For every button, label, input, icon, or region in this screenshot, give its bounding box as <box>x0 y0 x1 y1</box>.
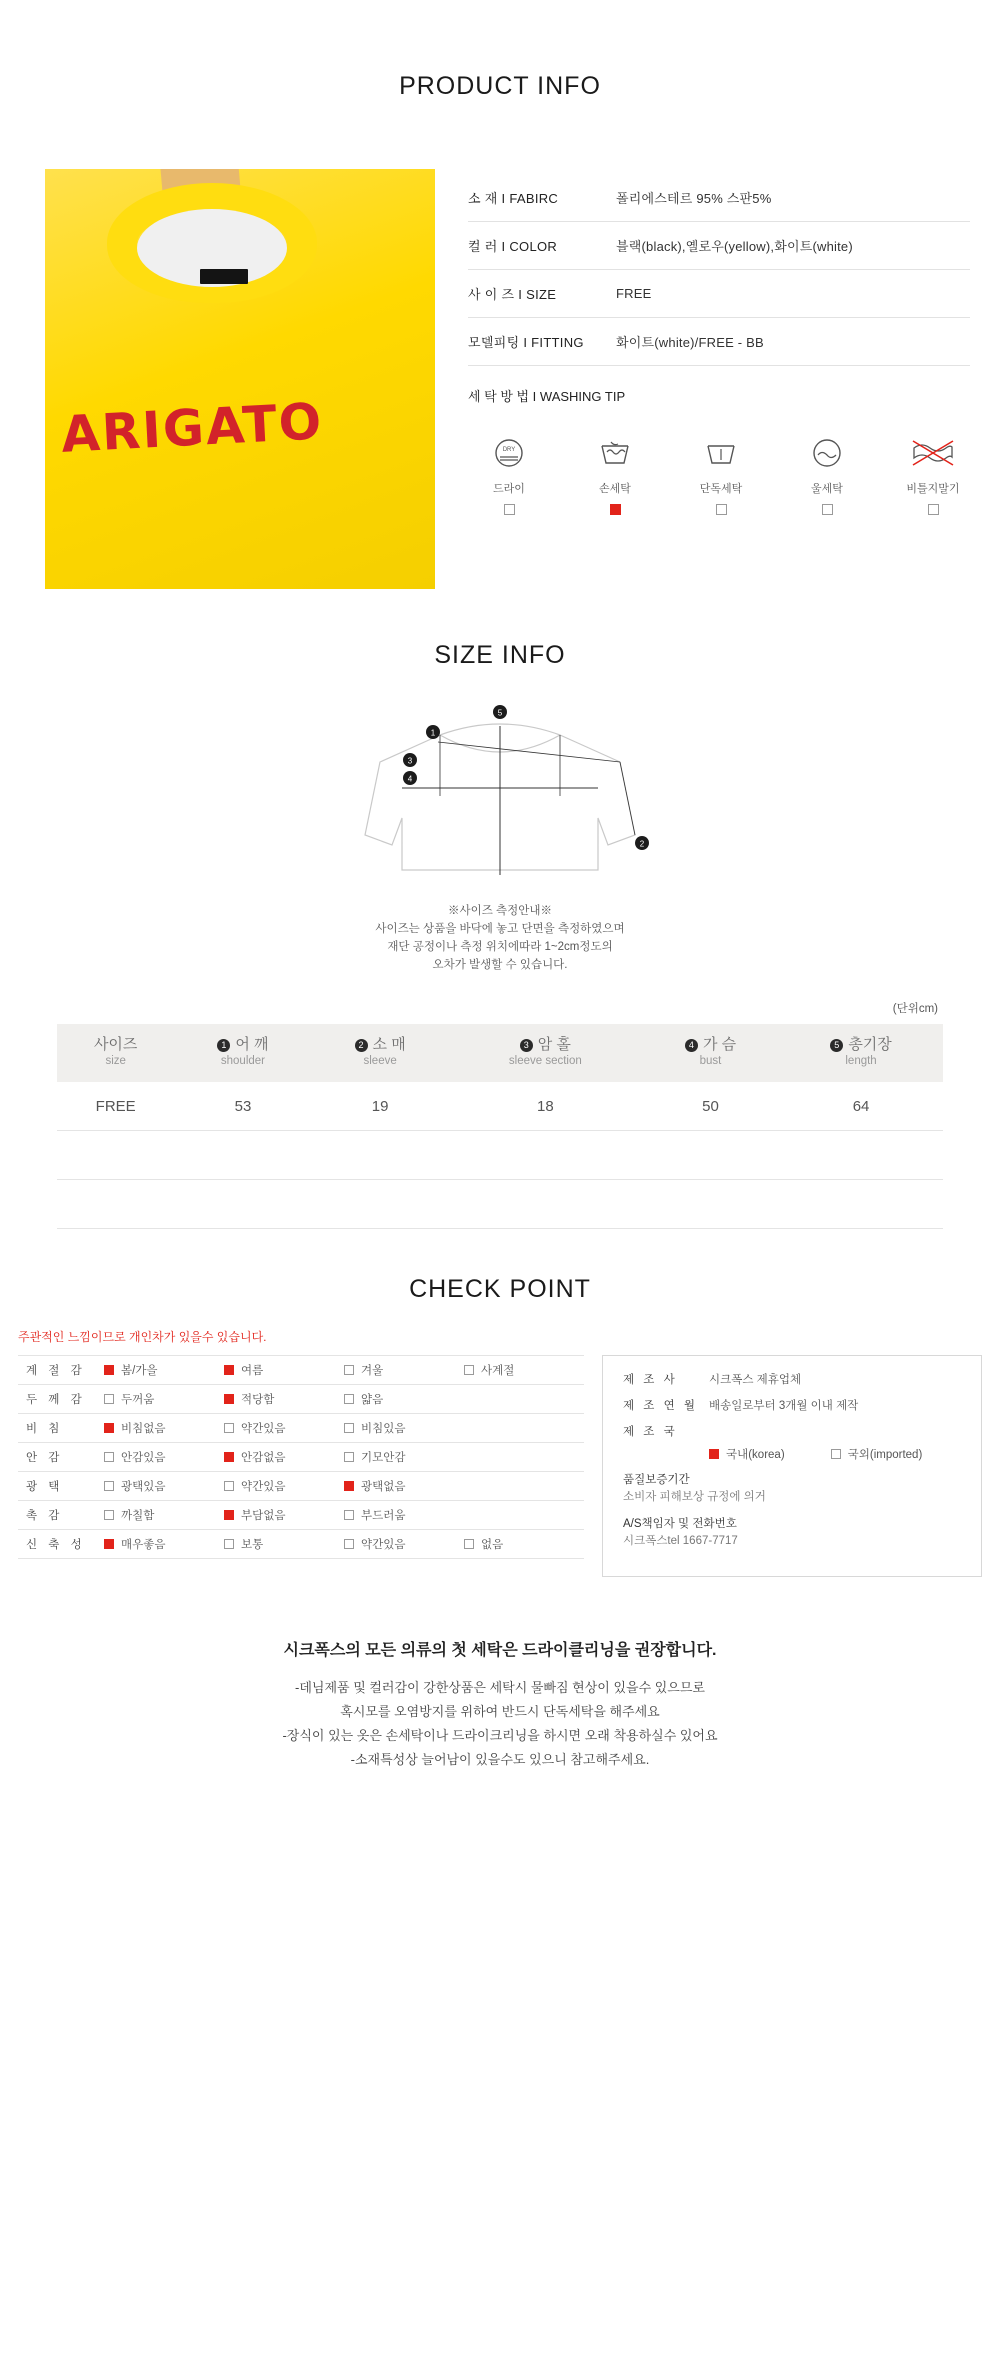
info-label: 제 조 연 월 <box>623 1400 699 1412</box>
size-measure-note <box>0 902 1000 974</box>
checkbox <box>344 1423 354 1433</box>
spec-value: 폴리에스테르 95% 스판5% <box>616 191 772 206</box>
option-label: 국내(korea) <box>726 1449 785 1461</box>
checkbox <box>344 1365 354 1375</box>
footer-notice <box>0 1637 1000 1842</box>
header-main-text: 총기장 <box>848 1036 892 1053</box>
checkbox <box>224 1394 234 1404</box>
svg-text:1: 1 <box>430 728 436 738</box>
size-table-header-row <box>57 1024 943 1082</box>
checkbox <box>224 1510 234 1520</box>
spec-label: 모델피팅 I FITTING <box>468 335 584 350</box>
checkbox <box>104 1539 114 1549</box>
checkbox <box>344 1539 354 1549</box>
option-label: 약간있음 <box>241 1481 286 1493</box>
header-main-text: 암 홀 <box>537 1036 571 1053</box>
checkbox <box>344 1452 354 1462</box>
header-main <box>780 1036 942 1053</box>
bullet-marker: 4 <box>685 1039 698 1052</box>
checkbox <box>224 1539 234 1549</box>
option <box>344 1507 464 1523</box>
option-label: 광택없음 <box>361 1481 406 1493</box>
option-label: 얇음 <box>361 1394 384 1406</box>
row-label: 비 침 <box>26 1423 64 1435</box>
info-row <box>623 1372 961 1388</box>
option-label: 약간있음 <box>361 1539 406 1551</box>
spec-label: 소 재 I FABIRC <box>468 191 559 206</box>
header-sub: shoulder <box>220 1055 266 1067</box>
row-options <box>104 1362 584 1378</box>
option <box>464 1478 584 1494</box>
size-measure-diagram <box>290 700 710 880</box>
option <box>464 1362 584 1378</box>
option-label: 겨울 <box>361 1365 384 1377</box>
row-options <box>104 1478 584 1494</box>
option <box>104 1478 224 1494</box>
bullet-marker: 3 <box>520 1039 533 1052</box>
spec-row <box>468 222 970 270</box>
washing-checkbox <box>822 504 833 515</box>
header-main <box>175 1036 310 1053</box>
washing-item <box>896 432 970 515</box>
row-label: 안 감 <box>26 1452 64 1464</box>
spec-row <box>468 318 970 366</box>
option-label: 비침없음 <box>121 1423 166 1435</box>
size-table-header-cell <box>312 1024 449 1082</box>
washing-caption: 비틀지말기 <box>906 483 960 495</box>
spec-value: 블랙(black),옐로우(yellow),화이트(white) <box>616 239 853 254</box>
washing-item <box>684 432 758 515</box>
option <box>104 1536 224 1552</box>
checkbox <box>344 1510 354 1520</box>
checkbox <box>104 1423 114 1433</box>
row-options <box>104 1536 584 1552</box>
check-point-row <box>18 1472 584 1501</box>
footer-line: 혹시모를 오염방지를 위하여 반드시 단독세탁을 해주세요 <box>340 1704 660 1719</box>
check-point-row <box>18 1530 584 1559</box>
size-table-header-cell <box>779 1024 943 1082</box>
check-point-row <box>18 1501 584 1530</box>
origin-options <box>623 1446 961 1462</box>
separate-wash-icon <box>684 432 758 474</box>
size-cell: 18 <box>449 1082 642 1131</box>
washing-caption: 손세탁 <box>599 483 631 495</box>
header-main-text: 가 슴 <box>702 1036 737 1053</box>
checkbox <box>104 1394 114 1404</box>
option-label: 비침있음 <box>361 1423 406 1435</box>
option-label: 사계절 <box>481 1365 515 1377</box>
spec-value: 화이트(white)/FREE - BB <box>616 335 764 350</box>
footer-line: -데님제품 및 컬러감이 강한상품은 세탁시 물빠짐 현상이 있을수 있으므로 <box>295 1680 705 1695</box>
footer-title: 시크폭스의 모든 의류의 첫 세탁은 드라이클리닝을 권장합니다. <box>283 1642 717 1659</box>
info-row <box>623 1398 961 1414</box>
option-label: 없음 <box>481 1539 504 1551</box>
washing-checkbox <box>504 504 515 515</box>
header-main <box>643 1036 778 1053</box>
as-title: A/S책임자 및 전화번호 <box>623 1518 737 1530</box>
row-label: 촉 감 <box>26 1510 64 1522</box>
header-sub: sleeve <box>363 1055 397 1067</box>
check-point-row <box>18 1355 584 1385</box>
info-label: 제 조 국 <box>623 1426 678 1438</box>
size-unit-label: (단위cm) <box>892 1003 938 1015</box>
header-sub: bust <box>699 1055 722 1067</box>
checkbox <box>104 1481 114 1491</box>
washing-checkbox <box>610 504 621 515</box>
header-main-text: 소 매 <box>372 1036 406 1053</box>
size-cell: 19 <box>312 1082 449 1131</box>
option-label: 보통 <box>241 1539 264 1551</box>
option <box>464 1536 584 1552</box>
spec-table <box>468 174 970 515</box>
row-options <box>104 1507 584 1523</box>
table-row <box>57 1180 943 1229</box>
header-sub: sleeve section <box>508 1055 582 1067</box>
option <box>224 1420 344 1436</box>
option-label: 까칠함 <box>121 1510 155 1522</box>
washing-checkbox <box>716 504 727 515</box>
checkbox <box>224 1452 234 1462</box>
row-options <box>104 1420 584 1436</box>
washing-tip-title: 세 탁 방 법 I WASHING TIP <box>468 388 626 404</box>
option-label: 두꺼움 <box>121 1394 155 1406</box>
print-text: ARIGATO <box>59 392 325 464</box>
size-table-header-cell <box>642 1024 779 1082</box>
check-point-row <box>18 1385 584 1414</box>
option-label: 부담없음 <box>241 1510 286 1522</box>
option <box>224 1391 344 1407</box>
spec-label: 컬 러 I COLOR <box>468 239 558 254</box>
check-point-title: CHECK POINT <box>409 1275 591 1303</box>
option-label: 국외(imported) <box>847 1449 923 1461</box>
checkbox <box>344 1481 354 1491</box>
header-sub: length <box>845 1055 877 1067</box>
option <box>104 1362 224 1378</box>
option <box>224 1362 344 1378</box>
product-info-title: PRODUCT INFO <box>399 72 601 100</box>
washing-item <box>472 432 546 515</box>
product-info-section <box>0 169 1000 589</box>
washing-icon-list <box>468 432 970 515</box>
row-options <box>104 1391 584 1407</box>
full-wash-icon <box>790 432 864 474</box>
size-note-line: 재단 공정이나 측정 위치에따라 1~2cm정도의 <box>387 941 613 953</box>
svg-text:3: 3 <box>407 756 413 766</box>
bullet-marker: 2 <box>355 1039 368 1052</box>
spec-row <box>468 174 970 222</box>
checkbox <box>104 1452 114 1462</box>
checkbox <box>104 1365 114 1375</box>
size-table-header-cell <box>449 1024 642 1082</box>
option-label: 부드러움 <box>361 1510 406 1522</box>
option-label: 봄/가을 <box>121 1365 158 1377</box>
row-options <box>104 1449 584 1465</box>
option <box>104 1449 224 1465</box>
checkbox <box>104 1510 114 1520</box>
check-point-row <box>18 1443 584 1472</box>
info-label: 제 조 사 <box>623 1374 678 1386</box>
row-label: 계 절 감 <box>26 1365 86 1377</box>
option <box>224 1449 344 1465</box>
checkbox <box>464 1365 474 1375</box>
option <box>224 1507 344 1523</box>
spec-row <box>468 270 970 318</box>
as-desc: 시크폭스tel 1667-7717 <box>623 1535 738 1547</box>
option-label: 여름 <box>241 1365 264 1377</box>
checkbox <box>709 1449 719 1459</box>
option <box>464 1449 584 1465</box>
size-cell: 50 <box>642 1082 779 1131</box>
hand-wash-icon <box>578 432 652 474</box>
checkbox <box>831 1449 841 1459</box>
option-label: 광택있음 <box>121 1481 166 1493</box>
check-point-section <box>0 1355 1000 1577</box>
option <box>104 1420 224 1436</box>
header-main-text: 어 깨 <box>235 1036 269 1053</box>
washing-caption: 울세탁 <box>811 483 843 495</box>
size-info-title: SIZE INFO <box>434 641 566 669</box>
bullet-marker: 5 <box>830 1039 843 1052</box>
washing-caption: 단독세탁 <box>699 483 743 495</box>
size-table-header-cell <box>57 1024 174 1082</box>
size-cell: FREE <box>57 1082 174 1131</box>
footer-line: -소재특성상 늘어남이 있을수도 있으니 참고해주세요. <box>350 1752 650 1767</box>
table-row <box>57 1082 943 1131</box>
option-label: 기모안감 <box>361 1452 406 1464</box>
svg-text:2: 2 <box>639 839 645 849</box>
header-sub: size <box>105 1055 126 1067</box>
size-cell: 64 <box>779 1082 943 1131</box>
size-note-line: 오차가 발생할 수 있습니다. <box>432 959 568 971</box>
manufacturer-info-box <box>602 1355 982 1577</box>
no-wring-icon <box>896 432 970 474</box>
option <box>104 1391 224 1407</box>
option-label: 적당함 <box>241 1394 275 1406</box>
option <box>344 1362 464 1378</box>
option <box>224 1478 344 1494</box>
option <box>464 1507 584 1523</box>
option <box>464 1420 584 1436</box>
checkbox <box>224 1365 234 1375</box>
svg-text:4: 4 <box>407 774 413 784</box>
option <box>709 1446 785 1462</box>
checkbox <box>344 1394 354 1404</box>
checkbox <box>464 1539 474 1549</box>
size-cell: 53 <box>174 1082 311 1131</box>
size-note-line: ※사이즈 측정안내※ <box>448 905 552 917</box>
footer-line: -장식이 있는 옷은 손세탁이나 드라이크리닝을 하시면 오래 착용하실수 있어요 <box>282 1728 718 1743</box>
info-row <box>623 1424 961 1440</box>
washing-item <box>790 432 864 515</box>
svg-text:5: 5 <box>497 708 503 718</box>
as-block <box>623 1516 961 1550</box>
option-label: 약간있음 <box>241 1423 286 1435</box>
warranty-desc: 소비자 피해보상 규정에 의거 <box>623 1491 766 1503</box>
header-main: 사이즈 <box>93 1036 138 1053</box>
check-point-row <box>18 1414 584 1443</box>
option-label: 안감있음 <box>121 1452 166 1464</box>
size-table-header-cell <box>174 1024 311 1082</box>
washing-caption: 드라이 <box>493 483 525 495</box>
option <box>831 1446 923 1462</box>
row-label: 두 께 감 <box>26 1394 86 1406</box>
checkbox <box>224 1423 234 1433</box>
info-value: 시크폭스 제휴업체 <box>709 1374 802 1386</box>
check-point-table <box>18 1355 584 1577</box>
table-row <box>57 1131 943 1180</box>
row-label: 광 택 <box>26 1481 64 1493</box>
option <box>464 1391 584 1407</box>
warranty-block <box>623 1472 961 1506</box>
spec-label: 사 이 즈 I SIZE <box>468 287 557 302</box>
checkbox <box>224 1481 234 1491</box>
option <box>224 1536 344 1552</box>
washing-checkbox <box>928 504 939 515</box>
check-point-subtitle: 주관적인 느낌이므로 개인차가 있을수 있습니다. <box>18 1330 267 1344</box>
option-label: 매우좋음 <box>121 1539 166 1551</box>
size-table <box>57 1024 943 1229</box>
header-main <box>450 1036 641 1053</box>
bullet-marker: 1 <box>217 1039 230 1052</box>
product-photo <box>45 169 435 589</box>
spec-value: FREE <box>616 286 652 301</box>
option <box>344 1420 464 1436</box>
brand-tag <box>200 269 248 284</box>
option-label: 안감없음 <box>241 1452 286 1464</box>
svg-text:DRY: DRY <box>502 447 516 453</box>
row-label: 신 축 성 <box>26 1539 86 1551</box>
warranty-title: 품질보증기간 <box>623 1474 690 1486</box>
option <box>344 1449 464 1465</box>
header-main <box>313 1036 448 1053</box>
dry-clean-icon <box>472 432 546 474</box>
size-note-line: 사이즈는 상품을 바닥에 놓고 단면을 측정하였으며 <box>375 923 625 935</box>
option <box>344 1478 464 1494</box>
option <box>344 1391 464 1407</box>
info-value: 배송일로부터 3개월 이내 제작 <box>709 1400 859 1412</box>
washing-item <box>578 432 652 515</box>
option <box>344 1536 464 1552</box>
option <box>104 1507 224 1523</box>
